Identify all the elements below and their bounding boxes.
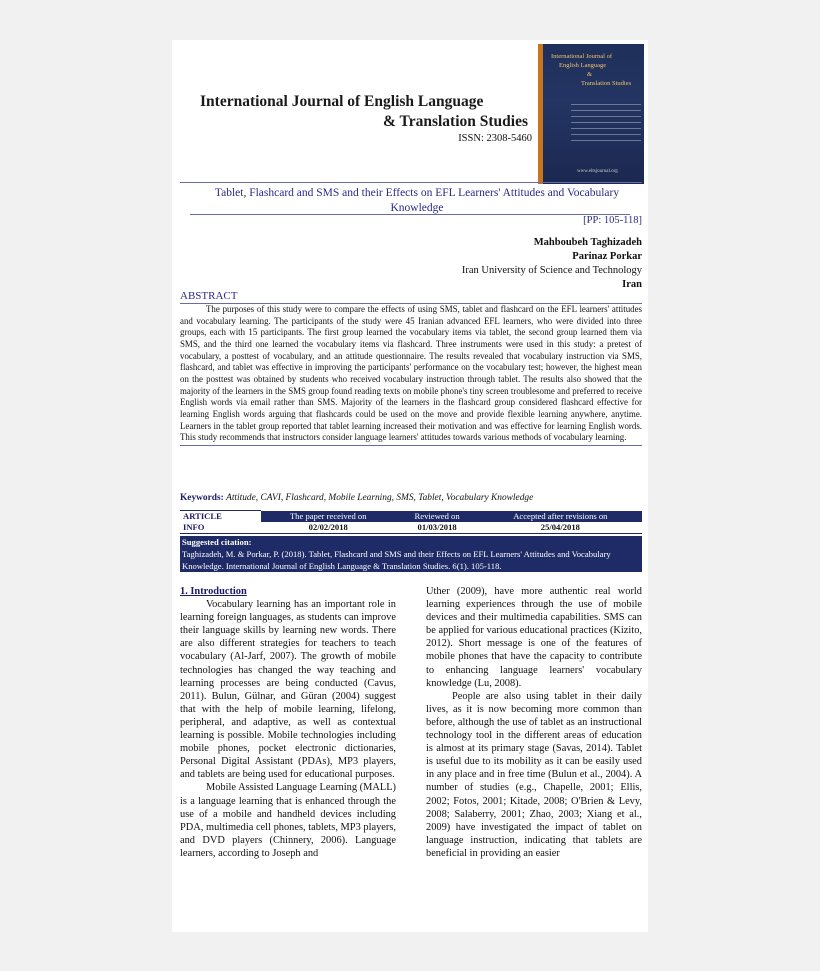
received-header: The paper received on	[261, 511, 395, 523]
cover-url: www.eltsjournal.org	[577, 169, 618, 174]
header-divider	[180, 182, 642, 183]
cover-decoration	[571, 104, 641, 146]
cover-title	[551, 52, 643, 88]
suggested-citation	[180, 536, 642, 572]
citation-text: Taghizadeh, M. & Porkar, P. (2018). Tablet, Flashcard and SMS and their Effects on EFL Learners' Attitudes and Vocabulary Knowledge. International Journal of English Language & Translation Studies. 6(1). 105-118.	[182, 549, 611, 571]
issn: ISSN: 2308-5460	[458, 133, 532, 144]
keywords	[180, 493, 642, 503]
affiliation: Iran University of Science and Technology	[461, 265, 642, 276]
country: Iran	[622, 279, 642, 290]
abstract-text: The purposes of this study were to compare the effects of using SMS, tablet and flashcard on the EFL learners' attitudes and vocabulary learning. The participants of the study were 45 Iranian advanced EFL learners, who were divided into three groups, each with 15 participants. The first group learned the vocabulary items via tablet, the second group learned them via SMS, and the third one learned the vocabulary items via flashcard. Three instruments were used in this study: a pretest of vocabulary, a posttest of vocabulary, and an attitude questionnaire. The results revealed that vocabulary instruction via SMS, flashcard, and tablet was effective in improving the participants' performance on the vocabulary test; however, the highest mean on the posttest was obtained by students who received vocabulary instruction through tablet. The results also showed that the majority of the learners in the SMS group found reading texts on mobile phone's tiny screen troublesome and preferred to receive English words via email rather than SMS. Majority of the learners in the flashcard group considered flashcard effective for learning English words arguing that flashcards could be used on the move and provide flexible learning anywhere, anytime. Learners in the tablet group reported that tablet learning increased their motivation and was effective for learning English words. This study recommends that instructors consider language learners' attitudes towards various methods of vocabulary learning.	[180, 304, 642, 446]
title-underline	[190, 214, 630, 215]
body-paragraph: Uther (2009), have more authentic real world learning experiences through the use of mobile devices and their multimedia capabilities. SMS can be applied for various educational practices (Kizito, 2012). Short message is one of the features of mobile phones that have the capacity to contribute to enhancing language learners' vocabulary knowledge (Lu, 2008).	[426, 586, 642, 689]
article-info-header-row	[180, 511, 642, 523]
journal-title	[200, 92, 530, 132]
journal-page	[172, 40, 648, 932]
article-info-label: INFO	[180, 522, 261, 534]
keywords-list: Attitude, CAVI, Flashcard, Mobile Learning, SMS, Tablet, Vocabulary Knowledge	[226, 493, 534, 503]
body-paragraph: Mobile Assisted Language Learning (MALL) is a language learning that is enhanced through the use of a mobile and handheld devices including PDA, multimedia cell phones, tablets, MP3 players, and DVD players (Chinnery, 2006). Language learners, according to Joseph and	[180, 782, 396, 859]
section-heading: 1. Introduction	[180, 586, 247, 597]
body-paragraph: People are also using tablet in their daily lives, as it is now becoming more common than before, although the use of tablet as an instructional technology tool in the different areas of education is almost at its primary stage (Savas, 2014). Tablet is useful due to its mobility as it can be easily used in any place and in free time (Bulun et al., 2004). A number of studies (e.g., Chapelle, 2001; Ellis, 2002; Fotos, 2001; Kitade, 2008; O'Brien & Levy, 2008; Salaberry, 2001; Zhao, 2003; Xiang et al., 2009) have investigated the impact of tablet on language instruction, indicating that tablets are beneficial in providing an easier	[426, 690, 642, 859]
body-column-right	[426, 585, 642, 860]
cover-title-line: International Journal of	[551, 53, 613, 60]
cover-title-line: English Language	[559, 62, 607, 69]
author-name: Parinaz Porkar	[572, 251, 642, 262]
paper-title: Tablet, Flashcard and SMS and their Effects on EFL Learners' Attitudes and Vocabulary Knowledge	[214, 187, 620, 214]
reviewed-date: 01/03/2018	[395, 522, 478, 534]
keywords-label: Keywords:	[180, 493, 224, 503]
cover-title-line: &	[587, 71, 593, 78]
author-block	[462, 236, 642, 292]
body-paragraph: Vocabulary learning has an important role in learning foreign languages, as students can improve their language skills by learning new words. There are also different strategies for teachers to teach vocabulary (Al-Jarf, 2007). The growth of mobile technologies has changed the way teaching and learning processes are being conducted (Cavus, 2011). Bulun, Gülnar, and Güran (2004) suggest that with the help of mobile learning, lifelong, peripheral, and adaptive, as well as contextual learning is possible. Mobile technologies including mobile phones, pocket electronic dictionaries, Personal Digital Assistant (PDAs), MP3 players, and tablets are being used for educational purposes.	[180, 599, 396, 781]
received-date: 02/02/2018	[261, 522, 395, 534]
citation-heading: Suggested citation:	[182, 537, 252, 547]
article-info-table	[180, 510, 642, 534]
accepted-date: 25/04/2018	[479, 522, 642, 534]
author-name: Mahboubeh Taghizadeh	[533, 237, 642, 248]
page-range: [PP: 105-118]	[583, 215, 642, 226]
accepted-header: Accepted after revisions on	[479, 511, 642, 523]
cover-title-line: Translation Studies	[581, 80, 632, 87]
journal-title-line2: & Translation Studies	[383, 113, 528, 130]
article-info-label: ARTICLE	[180, 511, 261, 523]
body-column-left	[180, 585, 396, 860]
reviewed-header: Reviewed on	[395, 511, 478, 523]
journal-title-line1: International Journal of English Language	[200, 93, 484, 110]
abstract-heading: ABSTRACT	[180, 290, 642, 304]
journal-cover-image	[538, 44, 644, 184]
article-info-value-row	[180, 522, 642, 534]
